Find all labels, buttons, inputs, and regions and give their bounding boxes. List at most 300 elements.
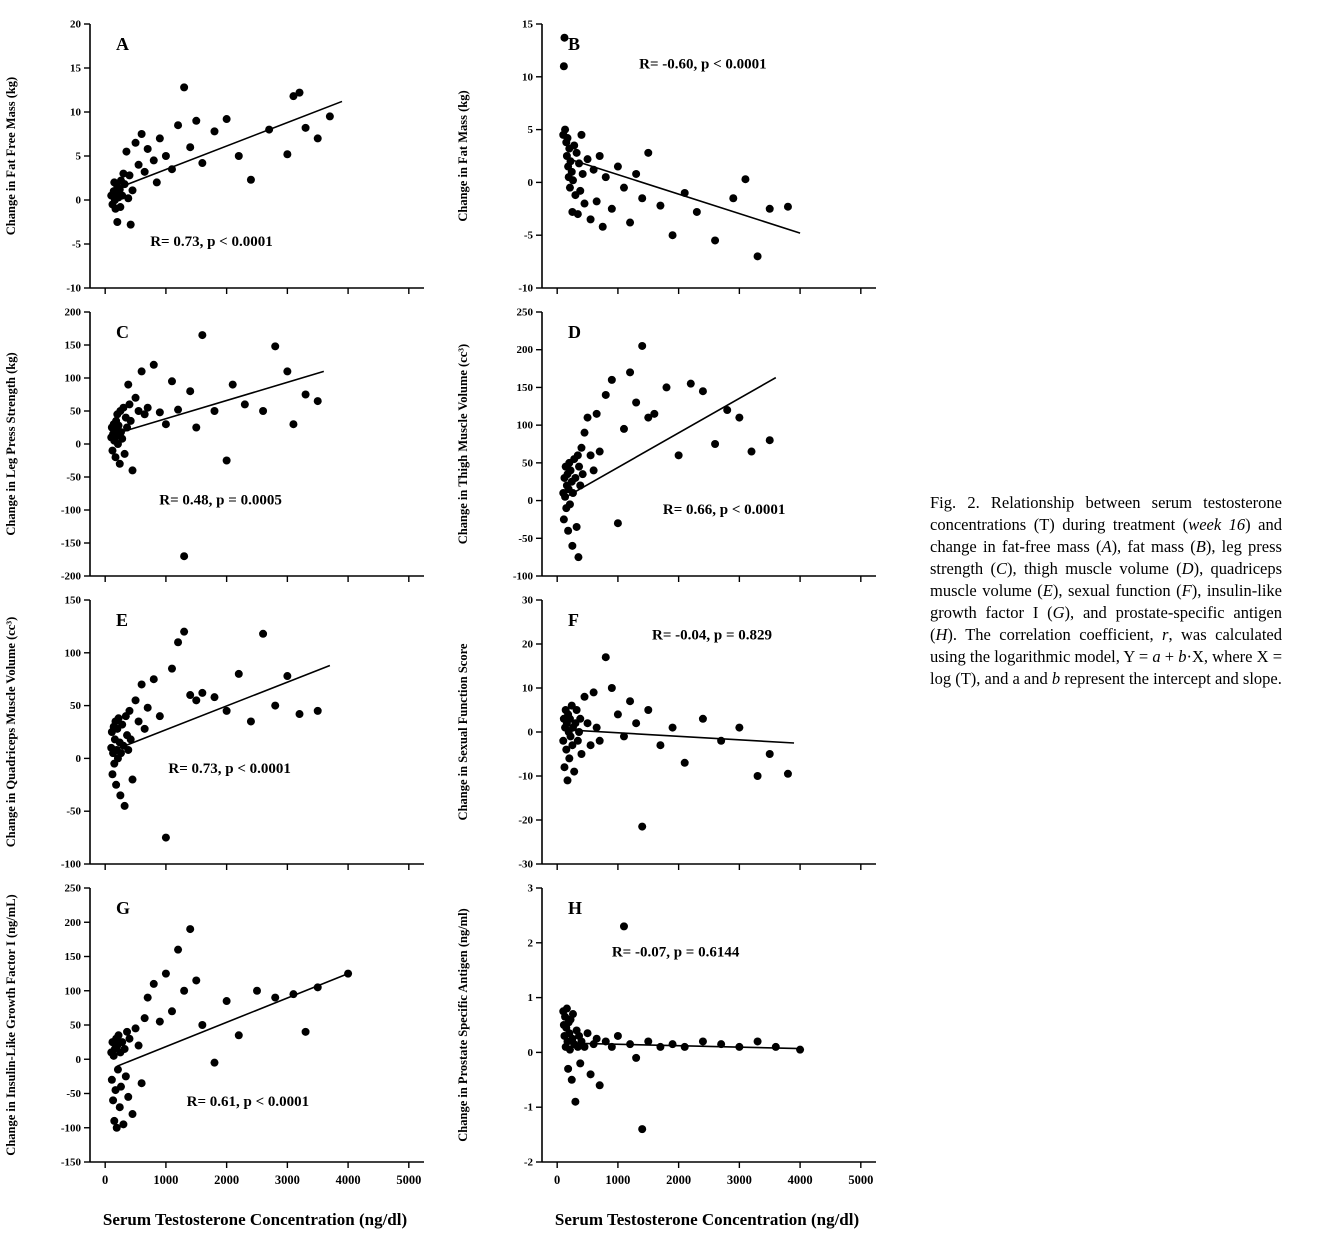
data-point	[587, 741, 595, 749]
x-tick-label: 3000	[274, 1173, 300, 1187]
data-point	[711, 440, 719, 448]
data-point	[125, 1035, 133, 1043]
y-tick-label: 250	[64, 882, 81, 895]
data-point	[559, 737, 567, 745]
caption-italic-run: b	[1051, 668, 1061, 688]
data-point	[121, 180, 129, 188]
data-point	[620, 922, 628, 930]
data-point	[235, 152, 243, 160]
y-tick-label: 150	[516, 381, 533, 394]
correlation-annotation: R= 0.66, p < 0.0001	[662, 502, 786, 519]
data-point	[669, 724, 677, 732]
left-chart-column	[0, 14, 452, 1260]
y-tick-label: 0	[75, 752, 81, 765]
data-point	[168, 1007, 176, 1015]
data-point	[577, 750, 585, 758]
data-point	[573, 706, 581, 714]
data-point	[574, 210, 582, 218]
caption-text-run: ), sexual function (	[1052, 580, 1182, 600]
data-point	[584, 719, 592, 727]
data-point	[632, 170, 640, 178]
correlation-annotation: R= -0.60, p < 0.0001	[639, 56, 767, 73]
data-point	[571, 474, 579, 482]
scatter-points	[559, 653, 792, 830]
data-point	[614, 163, 622, 171]
data-point	[669, 1040, 677, 1048]
data-point	[156, 712, 164, 720]
data-point	[573, 149, 581, 157]
y-tick-label: 100	[516, 419, 533, 432]
y-tick-label: 200	[64, 916, 81, 929]
correlation-annotation: R= 0.73, p < 0.0001	[150, 233, 273, 250]
data-point	[229, 381, 237, 389]
data-point	[116, 460, 124, 468]
data-point	[567, 466, 575, 474]
data-point	[135, 161, 143, 169]
x-axis-ticks	[105, 864, 409, 870]
caption-italic-run: H	[935, 624, 948, 644]
data-point	[662, 383, 670, 391]
data-point	[748, 448, 756, 456]
y-tick-label: 20	[70, 18, 81, 31]
data-point	[124, 194, 132, 202]
data-point	[577, 131, 585, 139]
data-point	[210, 407, 218, 415]
data-point	[156, 1018, 164, 1026]
axes	[90, 600, 424, 864]
data-point	[564, 527, 572, 535]
data-point	[259, 407, 267, 415]
data-point	[644, 706, 652, 714]
data-point	[210, 693, 218, 701]
y-tick-label: 0	[75, 194, 81, 207]
data-point	[174, 406, 182, 414]
data-point	[223, 457, 231, 465]
data-point	[127, 221, 135, 229]
data-point	[754, 772, 762, 780]
correlation-annotation: R= 0.73, p < 0.0001	[168, 761, 291, 778]
data-point	[180, 552, 188, 560]
y-tick-label: 0	[75, 438, 81, 451]
data-point	[593, 197, 601, 205]
y-tick-label: -1	[523, 1101, 533, 1114]
caption-text-run: ). The correlation coefficient,	[947, 624, 1163, 644]
x-tick-label: 5000	[396, 1173, 422, 1187]
caption-italic-run: F	[1181, 580, 1192, 600]
data-point	[241, 400, 249, 408]
data-point	[247, 176, 255, 184]
data-point	[198, 159, 206, 167]
y-tick-label: -2	[523, 1156, 533, 1169]
data-point	[153, 178, 161, 186]
data-point	[192, 976, 200, 984]
data-point	[271, 702, 279, 710]
data-point	[125, 707, 133, 715]
data-point	[174, 638, 182, 646]
data-point	[119, 1120, 127, 1128]
data-point	[198, 1021, 206, 1029]
data-point	[567, 157, 575, 165]
data-point	[129, 186, 137, 194]
data-point	[602, 1037, 610, 1045]
x-tick-label: 2000	[214, 1173, 240, 1187]
data-point	[741, 175, 749, 183]
data-point	[596, 737, 604, 745]
data-point	[162, 420, 170, 428]
data-point	[135, 1042, 143, 1050]
data-point	[314, 134, 322, 142]
data-point	[265, 126, 273, 134]
y-tick-label: 15	[522, 18, 533, 31]
data-point	[602, 173, 610, 181]
chart-panel-D	[452, 302, 892, 590]
x-axis-label-left: Serum Testosterone Concentration (ng/dl)	[102, 1210, 408, 1229]
caption-text-run: ), quadriceps muscle volume (	[930, 558, 1283, 600]
caption-italic-run: D	[1181, 558, 1194, 578]
data-point	[587, 1070, 595, 1078]
data-point	[560, 62, 568, 70]
scatter-points	[107, 83, 334, 228]
data-point	[596, 448, 604, 456]
data-point	[579, 470, 587, 478]
data-point	[259, 630, 267, 638]
data-point	[144, 145, 152, 153]
data-point	[644, 1037, 652, 1045]
x-axis-ticks	[102, 1162, 421, 1187]
caption-text-run: ), and prostate-specific antigen (	[930, 602, 1282, 644]
y-tick-label: 3	[527, 882, 533, 895]
data-point	[656, 741, 664, 749]
data-point	[296, 710, 304, 718]
y-tick-label: 100	[64, 372, 81, 385]
y-tick-label: 50	[70, 700, 81, 713]
y-axis-ticks	[513, 307, 542, 583]
y-tick-label: 1	[527, 992, 533, 1005]
scatter-points	[559, 342, 773, 561]
data-point	[576, 1059, 584, 1067]
y-tick-label: -200	[60, 570, 81, 583]
caption-text-run: ) and change in fat-free mass (	[930, 514, 1282, 556]
data-point	[590, 688, 598, 696]
data-point	[620, 184, 628, 192]
data-point	[302, 391, 310, 399]
y-tick-label: -10	[66, 282, 81, 295]
x-axis-ticks	[105, 288, 409, 294]
y-tick-label: -100	[60, 858, 81, 871]
data-point	[344, 970, 352, 978]
y-axis-title: Change in Thigh Muscle Volume (cc³)	[456, 343, 470, 545]
data-point	[283, 672, 291, 680]
data-point	[608, 1043, 616, 1051]
data-point	[567, 732, 575, 740]
x-tick-label: 1000	[605, 1173, 631, 1187]
y-tick-label: 100	[64, 647, 81, 660]
y-tick-label: 15	[70, 62, 81, 75]
y-tick-label: 2	[527, 937, 533, 950]
data-point	[735, 414, 743, 422]
data-point	[122, 1072, 130, 1080]
data-point	[156, 408, 164, 416]
data-point	[638, 823, 646, 831]
caption-text-run: represent the intercept and slope.	[1060, 668, 1282, 688]
y-tick-label: -50	[66, 1088, 81, 1100]
data-point	[122, 148, 130, 156]
data-point	[150, 361, 158, 369]
y-tick-label: 30	[522, 594, 533, 607]
data-point	[599, 223, 607, 231]
data-point	[699, 387, 707, 395]
data-point	[561, 493, 569, 501]
data-point	[723, 406, 731, 414]
data-point	[132, 696, 140, 704]
data-point	[772, 1043, 780, 1051]
caption-text-run: ), leg press strength (	[930, 536, 1282, 578]
caption-italic-run: B	[1195, 536, 1206, 556]
y-axis-ticks	[61, 307, 90, 583]
data-point	[118, 721, 126, 729]
y-tick-label: -10	[518, 770, 533, 783]
y-tick-label: 10	[522, 71, 533, 84]
data-point	[180, 83, 188, 91]
data-point	[115, 1031, 123, 1039]
data-point	[638, 1125, 646, 1133]
middle-charts-stack	[452, 14, 892, 1208]
correlation-annotation: R= -0.07, p = 0.6144	[611, 944, 740, 961]
y-tick-label: 100	[64, 985, 81, 998]
data-point	[129, 466, 137, 474]
x-tick-label: 1000	[153, 1173, 179, 1187]
y-tick-label: 250	[516, 306, 533, 319]
data-point	[150, 156, 158, 164]
data-point	[302, 124, 310, 132]
y-tick-label: 5	[75, 150, 81, 163]
x-axis-ticks	[105, 576, 409, 582]
y-tick-label: 50	[70, 405, 81, 418]
data-point	[754, 1037, 762, 1045]
correlation-annotation: R= 0.48, p = 0.0005	[159, 492, 282, 509]
data-point	[110, 1117, 118, 1125]
x-tick-label: 2000	[666, 1173, 692, 1187]
data-point	[570, 768, 578, 776]
data-point	[596, 1081, 604, 1089]
data-point	[593, 724, 601, 732]
data-point	[223, 115, 231, 123]
data-point	[162, 152, 170, 160]
data-point	[620, 732, 628, 740]
y-tick-label: -100	[60, 504, 81, 517]
panel-letter: G	[116, 898, 131, 918]
data-point	[253, 987, 261, 995]
data-point	[638, 194, 646, 202]
y-tick-label: 0	[527, 176, 533, 189]
data-point	[587, 451, 595, 459]
y-tick-label: -5	[71, 238, 81, 251]
data-point	[656, 202, 664, 210]
data-point	[711, 236, 719, 244]
data-point	[108, 1076, 116, 1084]
y-tick-label: -20	[518, 814, 533, 827]
scatter-points	[107, 628, 321, 842]
data-point	[116, 203, 124, 211]
caption-italic-run: b	[1178, 646, 1187, 666]
data-point	[223, 707, 231, 715]
chart-panel-B	[452, 14, 892, 302]
correlation-annotation: R= 0.61, p < 0.0001	[186, 1093, 310, 1110]
caption-text-run: +	[1160, 646, 1179, 666]
data-point	[564, 134, 572, 142]
y-tick-label: -30	[518, 858, 533, 871]
data-point	[314, 983, 322, 991]
data-point	[579, 170, 587, 178]
data-point	[180, 628, 188, 636]
caption-italic-run: week 16	[1188, 514, 1246, 534]
x-tick-label: 0	[554, 1173, 561, 1187]
data-point	[135, 717, 143, 725]
chart-panel-E	[0, 590, 440, 878]
data-point	[132, 394, 140, 402]
data-point	[575, 728, 583, 736]
y-tick-label: 0	[527, 1046, 533, 1059]
data-point	[675, 451, 683, 459]
data-point	[296, 89, 304, 97]
panel-letter: H	[568, 898, 583, 918]
caption-text-run: ·X, where X = log (T), and a and	[930, 646, 1282, 688]
axes	[90, 312, 424, 576]
data-point	[117, 749, 125, 757]
regression-line	[117, 974, 348, 1066]
data-point	[574, 553, 582, 561]
data-point	[577, 444, 585, 452]
y-axis-title: Change in Fat Free Mass (kg)	[4, 76, 18, 236]
data-point	[326, 112, 334, 120]
data-point	[784, 203, 792, 211]
data-point	[563, 1005, 571, 1013]
y-axis-ticks	[66, 19, 90, 295]
y-tick-label: -10	[518, 282, 533, 295]
y-tick-label: 0	[527, 726, 533, 739]
data-point	[560, 763, 568, 771]
axes	[542, 888, 876, 1162]
y-tick-label: -100	[512, 570, 533, 583]
data-point	[121, 802, 129, 810]
data-point	[124, 746, 132, 754]
data-point	[144, 994, 152, 1002]
data-point	[569, 489, 577, 497]
data-point	[129, 776, 137, 784]
y-tick-label: 150	[64, 339, 81, 352]
data-point	[123, 1028, 131, 1036]
data-point	[124, 381, 132, 389]
data-point	[127, 735, 135, 743]
data-point	[192, 117, 200, 125]
data-point	[602, 653, 610, 661]
data-point	[186, 143, 194, 151]
panel-letter: A	[116, 34, 129, 54]
data-point	[735, 724, 743, 732]
x-tick-label: 0	[102, 1173, 109, 1187]
y-tick-label: -150	[60, 537, 81, 550]
data-point	[590, 166, 598, 174]
y-tick-label: -50	[66, 805, 81, 818]
data-point	[132, 139, 140, 147]
data-point	[141, 168, 149, 176]
x-axis-ticks	[557, 576, 861, 582]
data-point	[608, 376, 616, 384]
data-point	[568, 1076, 576, 1084]
data-point	[784, 770, 792, 778]
panel-letter: E	[116, 610, 129, 630]
y-tick-label: 50	[70, 1019, 81, 1032]
data-point	[564, 776, 572, 784]
data-point	[681, 1043, 689, 1051]
data-point	[168, 665, 176, 673]
data-point	[117, 1083, 125, 1091]
data-point	[581, 693, 589, 701]
data-point	[144, 704, 152, 712]
y-axis-ticks	[61, 595, 90, 871]
data-point	[575, 159, 583, 167]
y-axis-ticks	[61, 883, 90, 1169]
data-point	[644, 149, 652, 157]
data-point	[186, 387, 194, 395]
data-point	[141, 1014, 149, 1022]
caption-italic-run: a	[1152, 646, 1161, 666]
data-point	[608, 684, 616, 692]
data-point	[593, 410, 601, 418]
caption-text-run: , was calculated using the logarithmic model, Y =	[930, 624, 1282, 666]
y-axis-title: Change in Fat Mass (kg)	[456, 90, 470, 222]
data-point	[138, 130, 146, 138]
data-point	[574, 451, 582, 459]
data-point	[112, 453, 120, 461]
data-point	[156, 134, 164, 142]
scatter-points	[107, 331, 321, 560]
data-point	[129, 1110, 137, 1118]
data-point	[626, 368, 634, 376]
x-tick-label: 4000	[787, 1173, 813, 1187]
y-tick-label: 150	[64, 951, 81, 963]
data-point	[766, 750, 774, 758]
data-point	[754, 252, 762, 260]
caption-italic-run: E	[1042, 580, 1053, 600]
y-tick-label: 0	[75, 1053, 81, 1066]
data-point	[587, 215, 595, 223]
data-point	[571, 1098, 579, 1106]
data-point	[569, 1010, 577, 1018]
data-point	[168, 165, 176, 173]
data-point	[118, 1038, 126, 1046]
data-point	[138, 1079, 146, 1087]
y-tick-label: -100	[60, 1122, 81, 1135]
y-tick-label: -150	[60, 1156, 81, 1169]
data-point	[235, 1031, 243, 1039]
data-point	[289, 990, 297, 998]
data-point	[576, 715, 584, 723]
y-tick-label: 0	[527, 495, 533, 508]
data-point	[314, 707, 322, 715]
data-point	[620, 425, 628, 433]
data-point	[584, 1029, 592, 1037]
x-axis-label-right: Serum Testosterone Concentration (ng/dl)	[554, 1210, 860, 1229]
chart-panel-G	[0, 878, 440, 1208]
data-point	[584, 414, 592, 422]
data-point	[796, 1046, 804, 1054]
data-point	[626, 1040, 634, 1048]
data-point	[573, 523, 581, 531]
data-point	[114, 1066, 122, 1074]
data-point	[650, 410, 658, 418]
data-point	[581, 1043, 589, 1051]
